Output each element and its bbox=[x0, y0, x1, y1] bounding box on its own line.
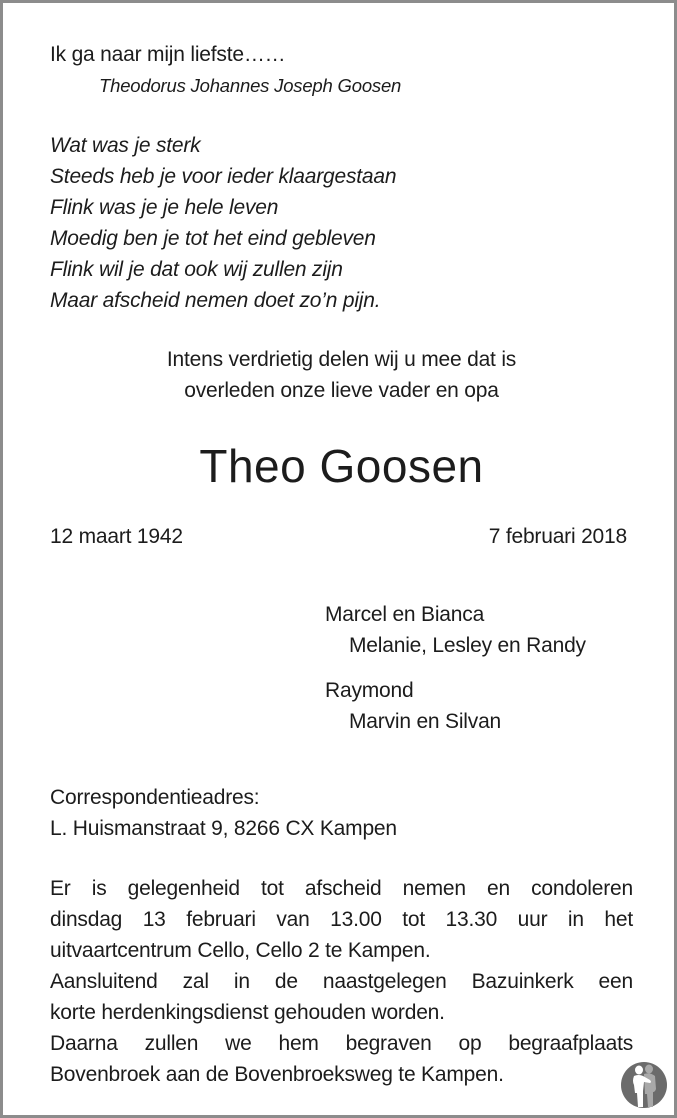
family-parents: Raymond bbox=[325, 679, 414, 702]
service-info-line: uitvaartcentrum Cello, Cello 2 te Kampen. bbox=[50, 939, 431, 962]
birth-date: 12 maart 1942 bbox=[50, 525, 183, 548]
service-info-line: Bovenbroek aan de Bovenbroeksweg te Kampen. bbox=[50, 1063, 504, 1086]
announcement-line: Intens verdrietig delen wij u mee dat is bbox=[166, 348, 517, 371]
poem-line: Steeds heb je voor ieder klaargestaan bbox=[50, 165, 397, 188]
service-info-line: dinsdag 13 februari van 13.00 tot 13.30 uur in het bbox=[50, 908, 633, 931]
family-parents: Marcel en Bianca bbox=[325, 603, 485, 626]
poem-line: Moedig ben je tot het eind gebleven bbox=[50, 227, 376, 250]
opening-line: Ik ga naar mijn liefste…… bbox=[50, 43, 286, 66]
family-children: Marvin en Silvan bbox=[349, 710, 502, 733]
service-info-line: Aansluitend zal in de naastgelegen Bazuinkerk een bbox=[50, 970, 633, 993]
correspondence-address: L. Huismanstraat 9, 8266 CX Kampen bbox=[50, 817, 397, 840]
full-name-subtitle: Theodorus Johannes Joseph Goosen bbox=[99, 75, 402, 96]
service-info-line: Er is gelegenheid tot afscheid nemen en condoleren bbox=[50, 877, 633, 900]
announcement-line: overleden onze lieve vader en opa bbox=[184, 379, 499, 402]
poem-line: Maar afscheid nemen doet zo’n pijn. bbox=[50, 289, 381, 312]
poem-line: Wat was je sterk bbox=[50, 134, 201, 157]
service-info-line: korte herdenkingsdienst gehouden worden. bbox=[50, 1001, 445, 1024]
correspondence-label: Correspondentieadres: bbox=[50, 786, 260, 809]
death-date: 7 februari 2018 bbox=[488, 525, 627, 548]
service-info-line: Daarna zullen we hem begraven op begraafplaats bbox=[50, 1032, 633, 1055]
poem-line: Flink wil je dat ook wij zullen zijn bbox=[50, 258, 343, 281]
deceased-name: Theo Goosen bbox=[199, 440, 484, 492]
embracing-figures-icon bbox=[620, 1061, 668, 1109]
poem-line: Flink was je je hele leven bbox=[50, 196, 279, 219]
family-children: Melanie, Lesley en Randy bbox=[349, 634, 586, 657]
